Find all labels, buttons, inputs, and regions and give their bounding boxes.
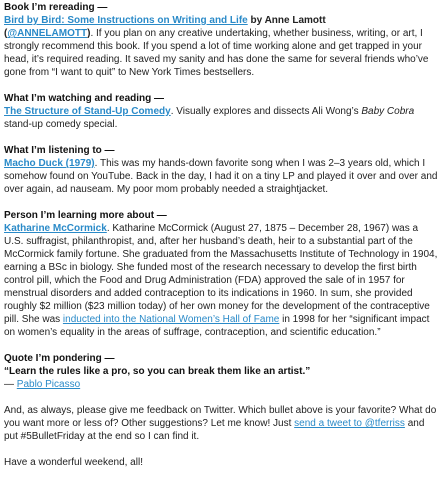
tweet-link[interactable]: send a tweet to @tferriss [294,418,405,429]
section-listening [4,144,438,196]
hall-of-fame-link[interactable]: inducted into the National Women’s Hall of Fame [62,314,280,325]
watching-paragraph [4,105,438,131]
person-paragraph [4,222,438,339]
watching-italic: Baby Cobra [361,106,415,117]
section-watching [4,92,438,131]
watching-link[interactable]: The Structure of Stand-Up Comedy [4,106,171,117]
handle-open: ( [4,28,8,39]
book-author: by Anne Lamott [247,15,326,26]
closing-body-b: and put #5BulletFriday at the end so I can find it. [4,418,425,442]
person-body-b: in 1998 for her “significant impact on women’s equality in the areas of suffrage, contraception, and scientific education.” [4,314,430,338]
section-closing [4,404,438,443]
section-book [4,1,438,79]
closing-paragraph [4,404,438,443]
person-body-a: . Katharine McCormick (August 27, 1875 – December 28, 1967) was a U.S. suffragist, philanthropist, and, after her husband’s death, heir to a substantial part of the McCormick family fortune. She graduated from the Massachusetts Institute of Technology in 1904, earning a BSc in biology. She funded most of the research necessary to develop the first birth control pill, which the Food and Drug Administration (FDA) approved the sale of in 1957 for menstrual disorders and added contraception to its indications in 1960. In sum, she provided roughly $2 million ($23 million today) of her own money for the development of the contraceptive pill. She was [4,223,438,325]
quote-dash: — [4,379,17,390]
spacer [4,391,438,404]
spacer [4,131,438,144]
watching-body-a: . Visually explores and dissects Ali Wong’s [170,106,362,117]
listening-heading: What I’m listening to — [4,145,115,156]
book-body: . If you plan on any creative undertaking, whether business, writing, or art, I strongly recommend this book. If you spend a lot of time working alone and get trapped in your head, it’s required reading. It saved my sanity and has done the same for several friends who’ve gone from “I want to quit” to New York Times bestsellers. [4,28,429,78]
watching-heading: What I’m watching and reading — [4,93,165,104]
book-paragraph [4,14,438,79]
closing-body-a: And, as always, please give me feedback on Twitter. Which bullet above is your favorite? What do you want more or less of? Other suggestions? Let me know! Just [4,405,437,429]
quote-heading: Quote I’m pondering — [4,353,115,364]
spacer [4,339,438,352]
listening-link[interactable]: Macho Duck (1979) [4,158,95,169]
author-handle-link[interactable]: @ANNELAMOTT [7,28,88,39]
spacer [4,79,438,92]
section-quote [4,352,438,391]
listening-paragraph [4,157,438,196]
book-heading: Book I’m rereading — [4,2,108,13]
book-title-link[interactable]: Bird by Bird: Some Instructions on Writing and Life [4,15,248,26]
signoff: Have a wonderful weekend, all! [4,457,143,468]
quote-attribution [4,378,438,391]
spacer [4,196,438,209]
listening-body: . This was my hands-down favorite song when I was 2–3 years old, which I somehow found on YouTube. Back in the day, I had it on a tiny LP and played it over and over and over again, ad nauseam. My poor mom probably needed a straightjacket. [4,158,438,195]
quote-author-link[interactable]: Pablo Picasso [16,379,81,390]
quote-text: “Learn the rules like a pro, so you can break them like an artist.” [4,366,311,377]
person-heading: Person I’m learning more about — [4,210,167,221]
handle-close: ) [87,28,91,39]
section-person [4,209,438,339]
watching-body-b: stand-up comedy special. [4,119,118,130]
person-link[interactable]: Katharine McCormick [4,223,107,234]
spacer [4,443,438,456]
